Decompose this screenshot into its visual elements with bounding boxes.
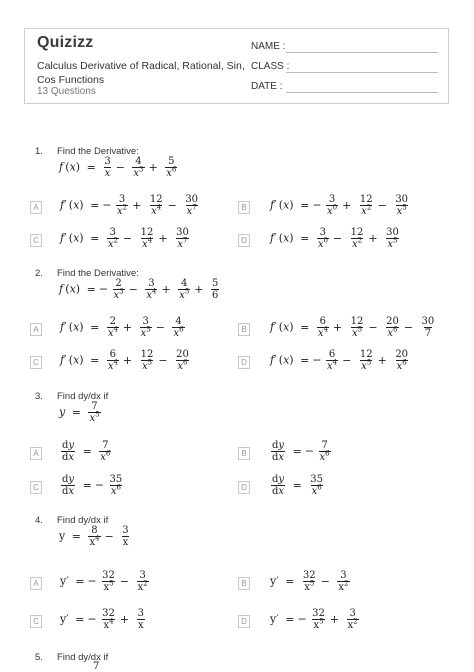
option-d-label[interactable]: D: [238, 481, 250, 494]
option-c-expression[interactable]: y′ = − $\frac{32}{x^4}$ + $\frac{3}{x}$: [60, 608, 144, 631]
question-expression: f (x) = $\frac{3}{x}$ − $\frac{4}{x^3}$ + $\frac{5}{x^6}$: [59, 156, 177, 179]
option-b-expression[interactable]: y′ = $\frac{32}{x^5}$ − $\frac{3}{x^2}$: [270, 570, 349, 593]
option-a-label[interactable]: A: [30, 577, 42, 590]
question-prompt: Find dy/dx if: [57, 515, 109, 526]
option-b-label[interactable]: B: [238, 201, 250, 214]
option-d-expression[interactable]: f′ (x) = − $\frac{6}{x^4}$ − $\frac{12}{x^5}$ + $\frac{20}{x^6}$: [270, 349, 409, 372]
class-field[interactable]: [286, 72, 438, 73]
question-prompt: Find dy/dx if: [57, 652, 109, 663]
option-a-expression[interactable]: f′ (x) = − $\frac{3}{x^2}$ + $\frac{12}{x^4}$ − $\frac{30}{x^7}$: [60, 194, 199, 217]
worksheet-title: Calculus Derivative of Radical, Rational, Sin, Cos Functions: [37, 60, 245, 86]
question-expression: y = $\frac{7}{x^5}$: [59, 401, 100, 424]
option-c-expression[interactable]: f′ (x) = $\frac{3}{x^2}$ − $\frac{12}{x^4}$ + $\frac{30}{x^7}$: [60, 227, 189, 250]
quizizz-logo: Quizizz: [37, 34, 94, 51]
name-field[interactable]: [286, 52, 438, 53]
date-label: DATE :: [251, 81, 283, 92]
option-a-label[interactable]: A: [30, 201, 42, 214]
name-label: NAME :: [251, 41, 286, 52]
option-c-expression[interactable]: f′ (x) = $\frac{6}{x^4}$ + $\frac{12}{x^5}$ − $\frac{20}{x^6}$: [60, 349, 189, 372]
option-d-expression[interactable]: y′ = − $\frac{32}{x^5}$ + $\frac{3}{x^2}$: [270, 608, 358, 631]
option-b-expression[interactable]: $\frac{dy}{dx}$ = − $\frac{7}{x^6}$: [272, 440, 330, 463]
question-expression: y = $\frac{8}{x^4}$ − $\frac{3}{x}$: [59, 525, 129, 548]
option-d-expression[interactable]: f′ (x) = $\frac{3}{x^0}$ − $\frac{12}{x^2}$ + $\frac{30}{x^5}$: [270, 227, 399, 250]
question-prompt: Find dy/dx if: [57, 391, 109, 402]
question-number: 1.: [35, 146, 43, 157]
question-number: 2.: [35, 268, 43, 279]
option-d-label[interactable]: D: [238, 356, 250, 369]
option-b-label[interactable]: B: [238, 323, 250, 336]
question-number: 5.: [35, 652, 43, 663]
option-d-label[interactable]: D: [238, 615, 250, 628]
option-c-expression[interactable]: $\frac{dy}{dx}$ = − $\frac{35}{x^6}$: [62, 474, 123, 497]
option-a-label[interactable]: A: [30, 447, 42, 460]
option-c-label[interactable]: C: [30, 356, 42, 369]
option-d-expression[interactable]: $\frac{dy}{dx}$ = $\frac{35}{x^6}$: [272, 474, 324, 497]
option-c-label[interactable]: C: [30, 615, 42, 628]
question-expression: 7: [93, 661, 100, 672]
option-d-label[interactable]: D: [238, 234, 250, 247]
class-label: CLASS :: [251, 61, 290, 72]
option-b-expression[interactable]: f′ (x) = − $\frac{3}{x^0}$ + $\frac{12}{x^2}$ − $\frac{30}{x^5}$: [270, 194, 409, 217]
question-prompt: Find the Derivative:: [57, 268, 139, 279]
option-c-label[interactable]: C: [30, 234, 42, 247]
option-a-expression[interactable]: f′ (x) = $\frac{2}{x^4}$ + $\frac{3}{x^5}$ − $\frac{4}{x^6}$: [60, 316, 184, 339]
question-count: 13 Questions: [37, 86, 96, 97]
question-number: 3.: [35, 391, 43, 402]
date-field[interactable]: [286, 92, 438, 93]
question-prompt: Find the Derivative:: [57, 146, 139, 157]
option-b-expression[interactable]: f′ (x) = $\frac{6}{x^4}$ + $\frac{12}{x^5}$ − $\frac{20}{x^6}$ − $\frac{30}{7}$: [270, 316, 435, 339]
option-b-label[interactable]: B: [238, 577, 250, 590]
option-a-expression[interactable]: y′ = − $\frac{32}{x^5}$ − $\frac{3}{x^2}$: [60, 570, 148, 593]
option-a-expression[interactable]: $\frac{dy}{dx}$ = $\frac{7}{x^6}$: [62, 440, 111, 463]
option-b-label[interactable]: B: [238, 447, 250, 460]
option-a-label[interactable]: A: [30, 323, 42, 336]
question-expression: f (x) = − $\frac{2}{x^3}$ − $\frac{3}{x^4}$ + $\frac{4}{x^5}$ + $\frac{5}{6}$: [59, 278, 219, 301]
option-c-label[interactable]: C: [30, 481, 42, 494]
question-number: 4.: [35, 515, 43, 526]
